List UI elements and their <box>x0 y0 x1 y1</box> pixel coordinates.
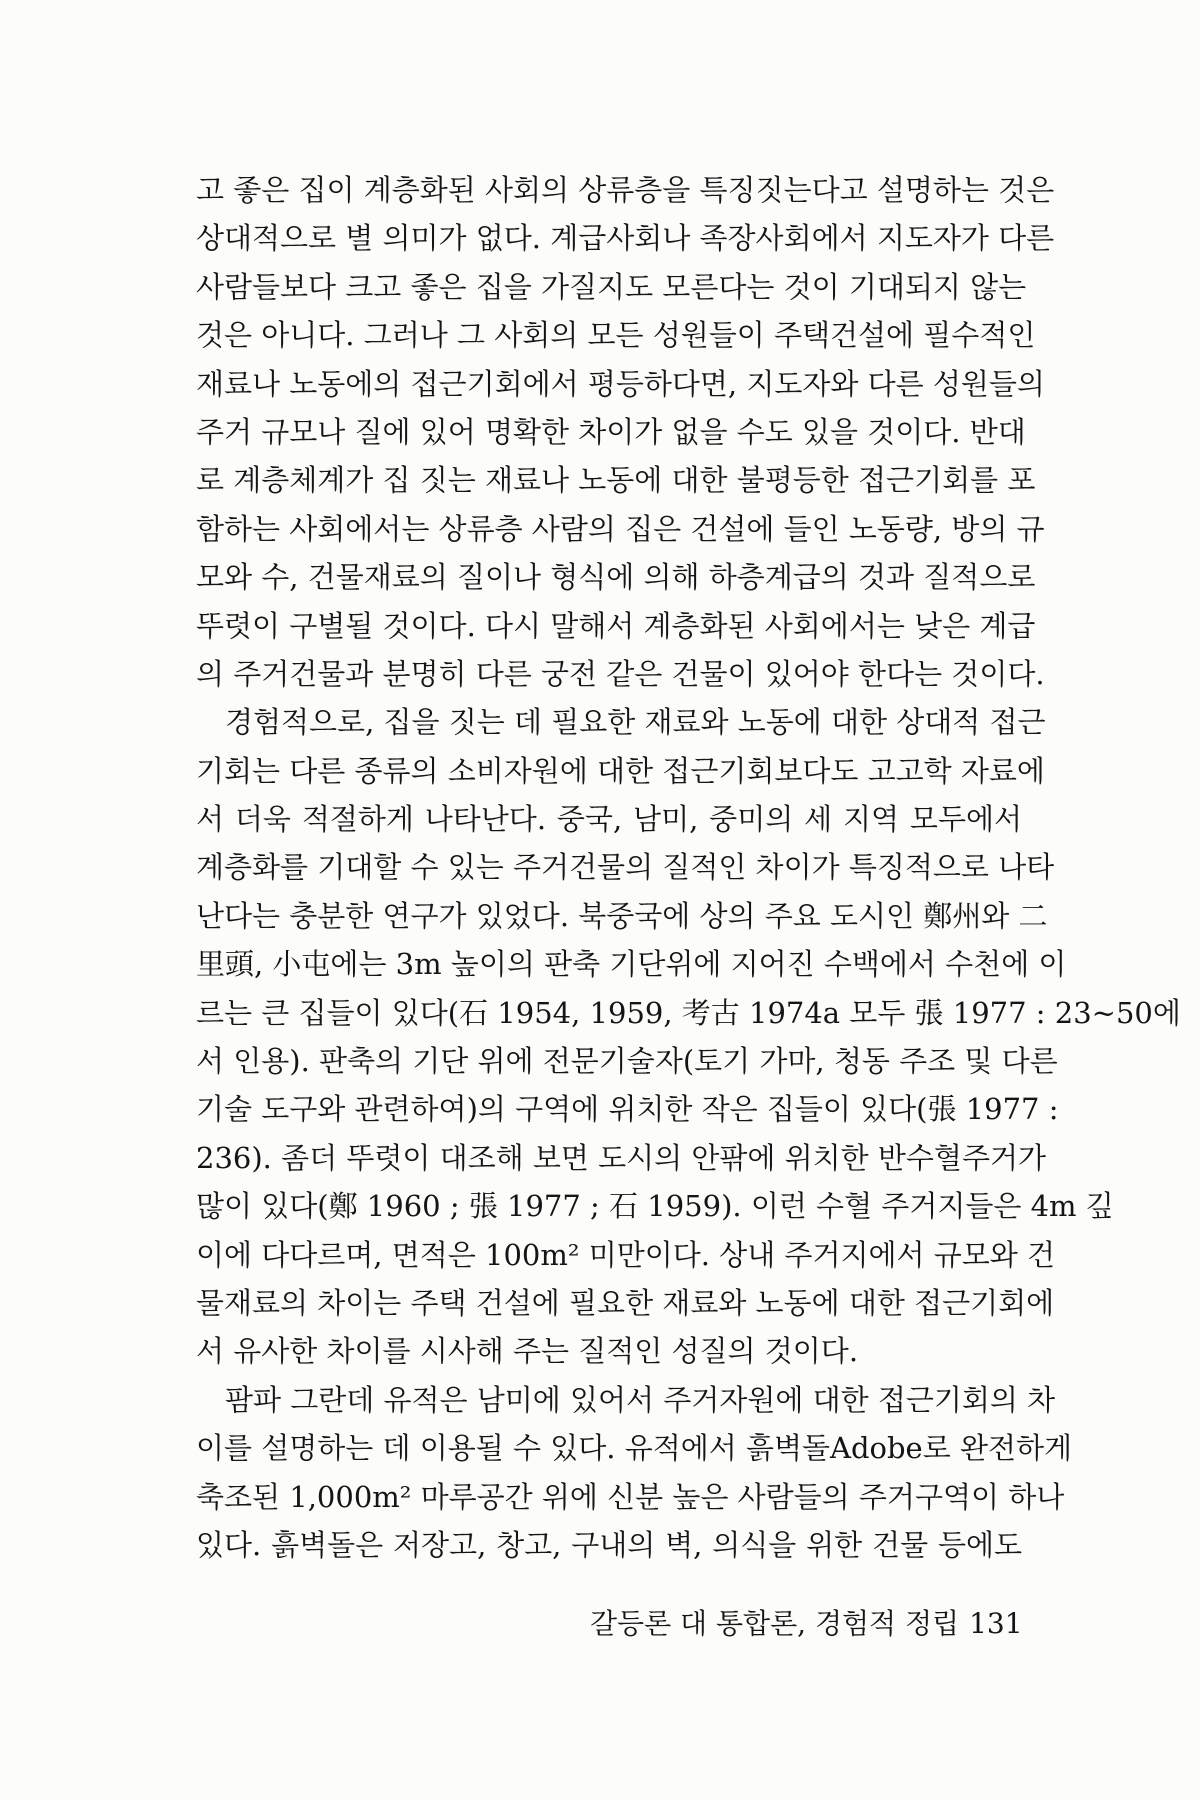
text-line: 경험적으로, 집을 짓는 데 필요한 재료와 노동에 대한 상대적 접근 <box>225 705 1046 740</box>
text-line: 기회는 다른 종류의 소비자원에 대한 접근기회보다도 고고학 자료에 <box>196 753 1045 788</box>
body-text <box>196 166 1181 1569</box>
text-line: 난다는 충분한 연구가 있었다. 북중국에 상의 주요 도시인 鄭州와 二 <box>196 898 1048 933</box>
text-line: 것은 아니다. 그러나 그 사회의 모든 성원들이 주택건설에 필수적인 <box>196 318 1036 353</box>
text-line: 함하는 사회에서는 상류층 사람의 집은 건설에 들인 노동량, 방의 규 <box>196 511 1045 546</box>
text-line: 서 유사한 차이를 시사해 주는 질적인 성질의 것이다. <box>196 1334 859 1369</box>
text-line: 상대적으로 별 의미가 없다. 계급사회나 족장사회에서 지도자가 다른 <box>196 221 1055 256</box>
text-line: 로 계층체계가 집 짓는 재료나 노동에 대한 불평등한 접근기회를 포 <box>196 463 1036 498</box>
text-line: 많이 있다(鄭 1960 ; 張 1977 ; 石 1959). 이런 수혈 주거지들은 4m 깊 <box>196 1189 1114 1224</box>
text-line: 里頭, 小屯에는 3m 높이의 판축 기단위에 지어진 수백에서 수천에 이 <box>196 947 1067 982</box>
text-line: 있다. 흙벽돌은 저장고, 창고, 구내의 벽, 의식을 위한 건물 등에도 <box>196 1527 1022 1562</box>
page-number: 131 <box>969 1607 1023 1640</box>
text-line: 고 좋은 집이 계층화된 사회의 상류층을 특징짓는다고 설명하는 것은 <box>196 173 1055 207</box>
text-line: 재료나 노동에의 접근기회에서 평등하다면, 지도자와 다른 성원들의 <box>196 366 1045 401</box>
text-line: 주거 규모나 질에 있어 명확한 차이가 없을 수도 있을 것이다. 반대 <box>196 414 1026 449</box>
text-line: 이를 설명하는 데 이용될 수 있다. 유적에서 흙벽돌Adobe로 완전하게 <box>196 1431 1073 1466</box>
text-line: 팜파 그란데 유적은 남미에 있어서 주거자원에 대한 접근기회의 차 <box>225 1382 1056 1417</box>
running-footer <box>590 1604 1023 1644</box>
text-line: 서 더욱 적절하게 나타난다. 중국, 남미, 중미의 세 지역 모두에서 <box>196 802 1022 837</box>
text-line: 계층화를 기대할 수 있는 주거건물의 질적인 차이가 특징적으로 나타 <box>196 850 1055 885</box>
text-line: 축조된 1,000m² 마루공간 위에 신분 높은 사람들의 주거구역이 하나 <box>196 1479 1065 1514</box>
text-line: 이에 다다르며, 면적은 100m² 미만이다. 상내 주거지에서 규모와 건 <box>196 1237 1055 1272</box>
text-line: 르는 큰 집들이 있다(石 1954, 1959, 考古 1974a 모두 張 1977 : 23~50에 <box>196 995 1181 1030</box>
text-line: 뚜렷이 구별될 것이다. 다시 말해서 계층화된 사회에서는 낮은 계급 <box>196 608 1036 643</box>
text-line: 물재료의 차이는 주택 건설에 필요한 재료와 노동에 대한 접근기회에 <box>196 1285 1055 1320</box>
text-line: 기술 도구와 관련하여)의 구역에 위치한 작은 집들이 있다(張 1977 : <box>196 1092 1059 1127</box>
text-line: 의 주거건물과 분명히 다른 궁전 같은 건물이 있어야 한다는 것이다. <box>196 656 1045 691</box>
text-line: 모와 수, 건물재료의 질이나 형식에 의해 하층계급의 것과 질적으로 <box>196 560 1036 595</box>
text-line: 서 인용). 판축의 기단 위에 전문기술자(토기 가마, 청동 주조 및 다른 <box>196 1044 1058 1079</box>
chapter-title: 갈등론 대 통합론, 경험적 정립 <box>590 1607 960 1640</box>
text-line: 사람들보다 크고 좋은 집을 가질지도 모른다는 것이 기대되지 않는 <box>196 269 1027 304</box>
text-line: 236). 좀더 뚜렷이 대조해 보면 도시의 안팎에 위치한 반수혈주거가 <box>196 1140 1046 1175</box>
